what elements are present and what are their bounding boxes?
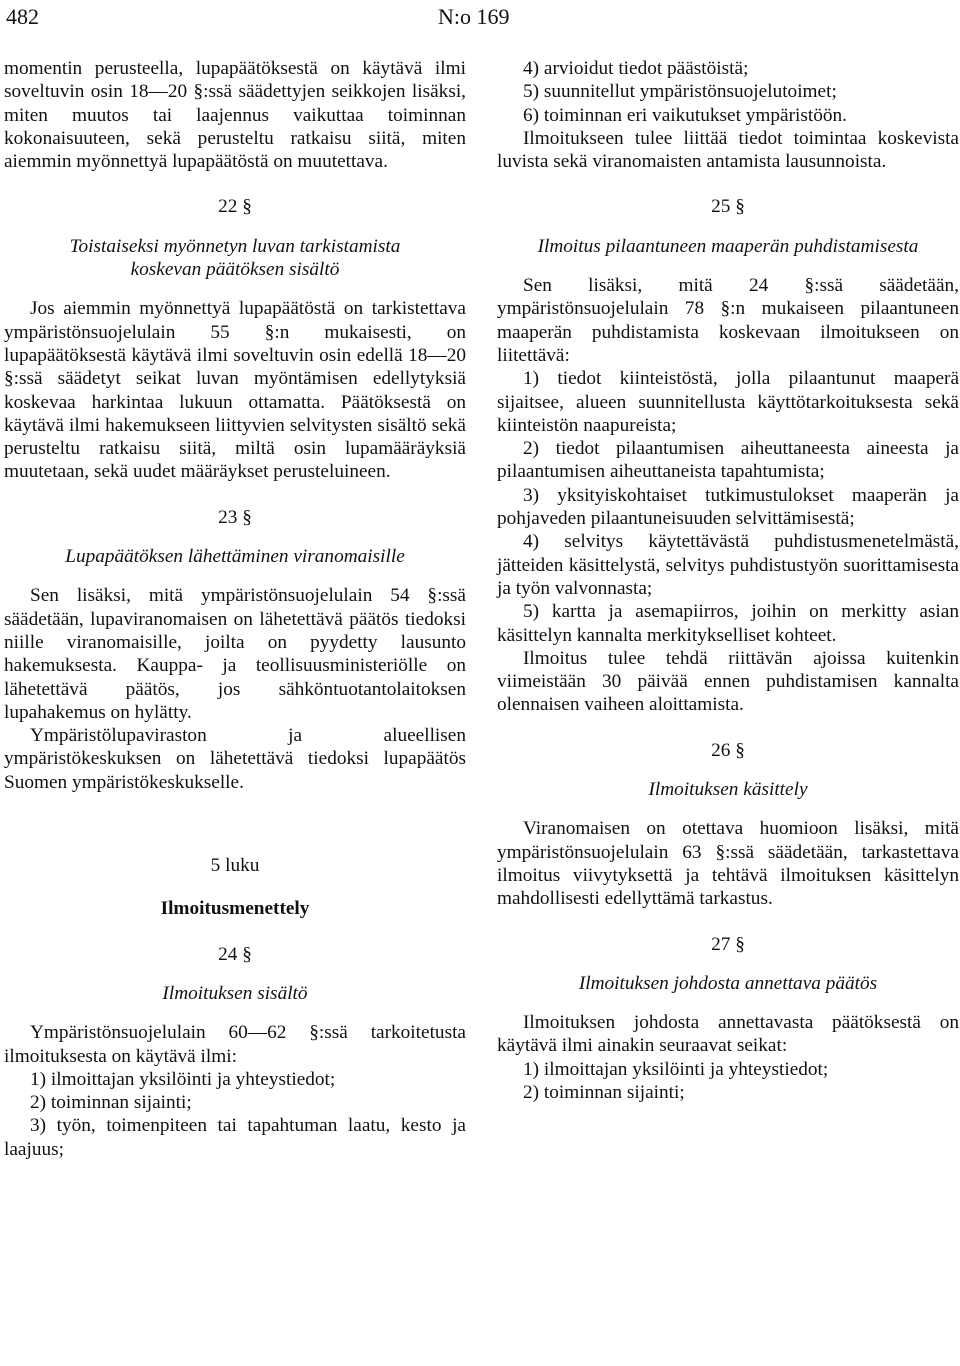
list-item: 1) tiedot kiinteistöstä, jolla pilaantunut maaperä sijaitsee, alueen suunnitellusta käyttötarkoituksesta sekä kiinteistön naapureista; [497, 368, 959, 436]
list-item: 4) selvitys käytettävästä puhdistusmenetelmästä, jätteiden käsittelystä, selvitys puhdistustyön suorittamisesta ja työn valvonnasta; [497, 531, 959, 599]
list-item: 1) ilmoittajan yksilöinti ja yhteystiedot; [523, 1058, 829, 1080]
section-23-paragraph-2: Ympäristölupaviraston ja alueellisen ympäristökeskuksen on lähetettävä tiedoksi lupapäätös Suomen ympäristökeskukselle. [4, 725, 466, 793]
section-26-number: 26 § [711, 739, 745, 761]
section-26-title: Ilmoituksen käsittely [648, 779, 808, 801]
list-item: 3) yksityiskohtaiset tutkimustulokset maaperän ja pohjaveden pilaantuneisuuden selvittämisestä; [497, 484, 959, 530]
list-item: 2) tiedot pilaantumisen aiheuttaneesta aineesta ja pilaantumisen aiheuttaneista tapahtumista; [497, 438, 959, 483]
issue-number: N:o 169 [438, 4, 510, 29]
section-24-title: Ilmoituksen sisältö [162, 982, 308, 1004]
section-22-number: 22 § [218, 196, 252, 218]
intro-paragraph: momentin perusteella, lupapäätöksestä on käytävä ilmi soveltuvin osin 18—20 §:ssä säädettyjen seikkojen lisäksi, miten muutos tai laajennus vaikuttaa toiminnan kokonaisuuteen, sekä perusteltu ratkaisu siitä, miten aiemmin myönnettyä lupapäätöstä on muutettava. [4, 58, 466, 173]
list-item: 5) kartta ja asemapiirros, joihin on merkitty asian käsittelyn kannalta merkitykselliset kohteet. [497, 601, 959, 646]
right-column [497, 57, 959, 1104]
list-item: 2) toiminnan sijainti; [523, 1081, 685, 1103]
chapter-title: Ilmoitusmenettely [160, 898, 310, 920]
section-27-number: 27 § [711, 933, 745, 955]
list-item: 6) toiminnan eri vaikutukset ympäristöön. [523, 104, 847, 126]
section-23-number: 23 § [218, 506, 252, 528]
section-25-paragraph-1: Sen lisäksi, mitä 24 §:ssä säädetään, ympäristönsuojelulain 78 §:n mukaiseen pilaantuneen maaperän puhdistamista koskevaan ilmoitukseen on liitettävä: [497, 275, 959, 366]
list-item: 1) ilmoittajan yksilöinti ja yhteystiedot; [30, 1068, 336, 1090]
section-25-number: 25 § [711, 196, 745, 218]
section-26-paragraph: Viranomaisen on otettava huomioon lisäksi, mitä ympäristönsuojelulain 63 §:ssä säädetään, tarkastettava ilmoitus viivytyksettä ja tehtävä ilmoituksen käsittelyn mahdollisesti edellyttämä tarkastus. [497, 818, 959, 910]
section-23-title: Lupapäätöksen lähettäminen viranomaisille [65, 546, 405, 568]
section-24-paragraph: Ympäristönsuojelulain 60—62 §:ssä tarkoitetusta ilmoituksesta on käytävä ilmi: [4, 1022, 466, 1067]
left-column [4, 57, 466, 1161]
section-22-title: Toistaiseksi myönnetyn luvan tarkistamista koskevan päätöksen sisältö [69, 235, 401, 281]
section-25-title: Ilmoitus pilaantuneen maaperän puhdistamisesta [537, 235, 919, 257]
list-item: 5) suunnitellut ympäristönsuojelutoimet; [523, 81, 837, 103]
chapter-number: 5 luku [210, 855, 260, 877]
section-27-title: Ilmoituksen johdosta annettava päätös [578, 972, 878, 994]
section-24-attachment-paragraph: Ilmoitukseen tulee liittää tiedot toimintaa koskevista luvista sekä viranomaisten antamista lausunnoista. [497, 127, 959, 173]
section-25-paragraph-2: Ilmoitus tulee tehdä riittävän ajoissa kuitenkin viimeistään 30 päivää ennen puhdistamisen kannalta olennaisen vaiheen aloittamista. [497, 647, 959, 716]
list-item: 2) toiminnan sijainti; [30, 1092, 192, 1114]
list-item: 3) työn, toimenpiteen tai tapahtuman laatu, kesto ja laajuus; [4, 1115, 466, 1160]
section-22-paragraph: Jos aiemmin myönnettyä lupapäätöstä on tarkistettava ympäristönsuojelulain 55 §:n mukaisesti, on lupapäätöksestä käytävä ilmi soveltuvin osin edellä 18—20 §:ssä säädetyt seikat luvan myöntämisen edellytyksiä koskevaa harkintaa lukuun ottamatta. Päätöksestä on käytävä ilmi hakemukseen liittyvien selvitysten sisältö sekä perusteltu ratkaisu siitä, miltä osin lupamääräyksiä muutetaan, sekä uudet määräykset perusteluineen. [4, 298, 466, 483]
page-number: 482 [6, 4, 39, 29]
list-item: 4) arvioidut tiedot päästöistä; [523, 58, 749, 79]
section-24-number: 24 § [218, 943, 252, 965]
section-27-paragraph: Ilmoituksen johdosta annettavasta päätöksestä on käytävä ilmi ainakin seuraavat seikat: [497, 1012, 959, 1057]
section-23-paragraph-1: Sen lisäksi, mitä ympäristönsuojelulain 54 §:ssä säädetään, lupaviranomaisen on lähetettävä päätös tiedoksi niille viranomaisille, joilta on pyydetty lausunto hakemuksesta. Kauppa- ja teollisuusministeriölle on lähetettävä päätös, jos sähköntuotantolaitoksen lupahakemus on hylätty. [4, 585, 466, 723]
